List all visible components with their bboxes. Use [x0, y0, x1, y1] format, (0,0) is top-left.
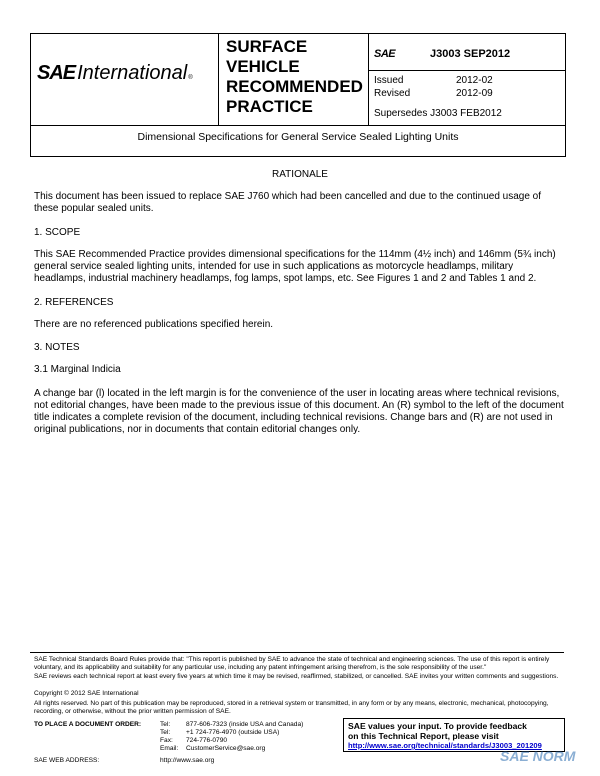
sae-international-logo — [37, 62, 193, 85]
references-heading: 2. REFERENCES — [34, 297, 114, 308]
header-divider — [368, 33, 369, 125]
doc-type-line: PRACTICE — [226, 97, 313, 116]
header-divider — [30, 125, 566, 126]
web-address-link[interactable]: http://www.sae.org — [160, 757, 215, 764]
doc-type-line: RECOMMENDED — [226, 77, 363, 96]
standards-board-rules: SAE Technical Standards Board Rules provide that: "This report is published by SAE to advance the state of technical and engineering sciences. The use of this report is entirely voluntary, and its applicability and suitability for any particular use, including any patent infringement arising therefrom, is the sole responsibility of the user." — [34, 656, 550, 671]
feedback-box — [343, 718, 565, 752]
scope-heading: 1. SCOPE — [34, 227, 81, 238]
doc-type-line: SURFACE — [226, 37, 308, 56]
feedback-text: SAE values your input. To provide feedback — [348, 721, 527, 731]
feedback-link[interactable]: http://www.sae.org/technical/standards/J3003_201209 — [348, 741, 542, 750]
header-divider — [218, 33, 219, 125]
tel-value: 877-606-7323 (inside USA and Canada) — [186, 721, 304, 728]
email-label: Email: — [160, 745, 179, 752]
feedback-text: on this Technical Report, please visit — [348, 731, 499, 741]
marginal-indicia-heading: 3.1 Marginal Indicia — [34, 364, 121, 375]
supersedes-note: Supersedes J3003 FEB2012 — [374, 108, 502, 119]
sae-mini-logo: SAE — [374, 48, 396, 60]
fax-value: 724-776-0790 — [186, 737, 228, 744]
review-note: SAE reviews each technical report at least every five years at which time it may be revised, reaffirmed, stabilized, or cancelled. SAE invites your written comments and suggestions. — [34, 673, 559, 680]
document-title: Dimensional Specifications for General Service Sealed Lighting Units — [137, 131, 459, 143]
footer-rule — [30, 652, 564, 653]
header-divider — [368, 70, 566, 71]
document-number: J3003 SEP2012 — [430, 48, 511, 60]
marginal-indicia-paragraph: A change bar (l) located in the left margin is for the convenience of the user in locating areas where technical revisions, not editorial changes, have been made to the previous issue of this document. An (R) symbol to the left of the document title indicates a complete revision of the document, including technical revisions. Change bars and (R) are not used in original publications, nor in documents that contain editorial changes only. — [34, 388, 564, 435]
scope-paragraph: This SAE Recommended Practice provides dimensional specifications for the 114mm (4½ inch) and 146mm (5¾ inch) general service sealed lighting units, intended for use in such applications as motorcycle headlamps, military headlamps, industrial machinery headlamps, fog lamps, spot lamps, etc. See Figures 1 and 2 and Tables 1 and 2. — [34, 249, 556, 284]
logo-international-text: International — [77, 62, 188, 84]
references-paragraph: There are no referenced publications specified herein. — [34, 319, 274, 330]
rationale-heading: RATIONALE — [272, 169, 328, 180]
issued-value: 2012-02 — [456, 75, 493, 86]
issued-label: Issued — [374, 75, 404, 86]
doc-type-line: VEHICLE — [226, 57, 300, 76]
rationale-paragraph: This document has been issued to replace SAE J760 which had been cancelled and due to the continued usage of these popular sealed units. — [34, 191, 542, 214]
order-label: TO PLACE A DOCUMENT ORDER: — [34, 721, 142, 728]
tel2-label: Tel: — [160, 729, 171, 736]
revised-label: Revised — [374, 88, 411, 99]
email-link[interactable]: CustomerService@sae.org — [186, 745, 266, 752]
logo-sae-text: SAE — [37, 62, 76, 84]
rights-reserved: All rights reserved. No part of this publication may be reproduced, stored in a retrieval system or transmitted, in any form or by any means, electronic, mechanical, photocopying, recording, or otherwise, without the prior written permission of SAE. — [34, 700, 549, 715]
document-type — [226, 37, 363, 117]
watermark-logo: SAE NORM — [500, 748, 576, 764]
tel2-value: +1 724-776-4970 (outside USA) — [186, 729, 280, 736]
fax-label: Fax: — [160, 737, 173, 744]
copyright-line: Copyright © 2012 SAE International — [34, 690, 139, 697]
notes-heading: 3. NOTES — [34, 342, 80, 353]
tel-label: Tel: — [160, 721, 171, 728]
web-address-label: SAE WEB ADDRESS: — [34, 757, 100, 764]
revised-value: 2012-09 — [456, 88, 493, 99]
logo-trademark: ® — [188, 75, 193, 81]
